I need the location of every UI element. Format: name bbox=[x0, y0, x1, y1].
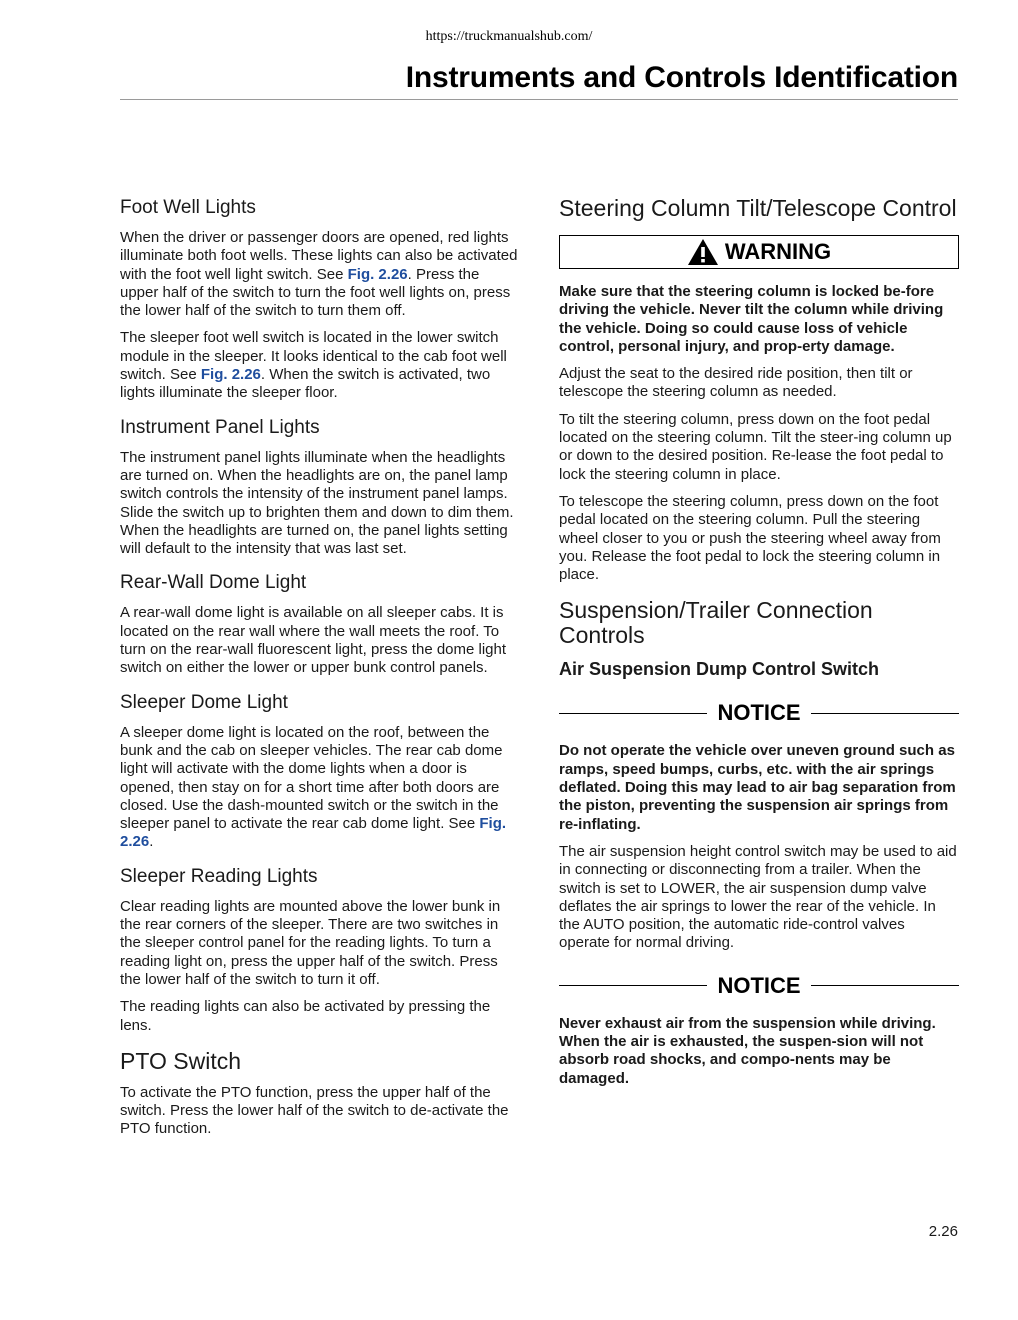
figure-link[interactable]: Fig. 2.26 bbox=[120, 815, 507, 851]
figure-link[interactable]: Fig. 2.26 bbox=[347, 265, 408, 283]
paragraph: A sleeper dome light is located on the roof, between the bunk and the cab on sleeper vehicles. The rear cab dome light will activate with the dome lights when a door is opened, then stay on for a short time after both doors are closed. Use the dash-mounted switch or the switch in the sleeper panel to activate the rear cab dome light. See Fig. 2.26. bbox=[120, 723, 507, 851]
warning-triangle-icon bbox=[687, 238, 719, 266]
notice-text: Never exhaust air from the suspension while driving. When the air is exhausted, the suspen-sion will not absorb road shocks, and compo-nents may be damaged. bbox=[559, 1014, 936, 1087]
section-heading-rear-wall: Rear-Wall Dome Light bbox=[120, 572, 307, 594]
paragraph: A rear-wall dome light is available on all sleeper cabs. It is located on the rear wall where the wall meets the roof. To turn on the rear-wall fluorescent light, press the dome light switch on either the lower or upper bunk control panels. bbox=[120, 604, 507, 677]
divider bbox=[559, 985, 707, 986]
paragraph: Adjust the seat to the desired ride position, then tilt or telescope the steering column as needed. bbox=[559, 365, 913, 401]
section-heading-suspension: Suspension/Trailer Connection Controls bbox=[559, 597, 873, 649]
divider bbox=[811, 713, 959, 714]
divider bbox=[811, 985, 959, 986]
paragraph: The sleeper foot well switch is located in the lower switch module in the sleeper. It looks identical to the cab foot well switch. See Fig. 2.26. When the switch is activated, two lights illuminate the sleeper floor. bbox=[120, 329, 507, 402]
paragraph: To telescope the steering column, press down on the foot pedal located on the steering column. Pull the steering wheel closer to you or push the steering wheel away from you. Release the foot pedal to lock the steering column in place. bbox=[559, 492, 941, 584]
paragraph: When the driver or passenger doors are opened, red lights illuminate both foot wells. These lights can also be activated with the foot well light switch. See Fig. 2.26. Press the upper half of the switch to turn the foot well lights on, press the lower half of the switch to turn them off. bbox=[120, 229, 518, 320]
paragraph: The reading lights can also be activated by pressing the lens. bbox=[120, 998, 491, 1034]
notice-header bbox=[559, 700, 959, 726]
page-title: Instruments and Controls Identification bbox=[405, 61, 958, 94]
warning-label: WARNING bbox=[724, 239, 832, 264]
section-heading-steering: Steering Column Tilt/Telescope Control bbox=[559, 195, 957, 221]
section-heading-sleeper-reading: Sleeper Reading Lights bbox=[120, 865, 318, 887]
subheading-dump-switch: Air Suspension Dump Control Switch bbox=[559, 659, 880, 680]
section-heading-pto: PTO Switch bbox=[120, 1047, 241, 1074]
notice-label: NOTICE bbox=[717, 972, 801, 998]
divider bbox=[559, 713, 707, 714]
paragraph: Clear reading lights are mounted above the lower bunk in the rear corners of the sleeper. There are two switches in the sleeper control panel for the reading lights. To turn a reading light on, press the upper half of the switch. Press the lower half of the switch to turn it off. bbox=[120, 897, 501, 988]
paragraph: To tilt the steering column, press down on the foot pedal located on the steering column. Tilt the steer-ing column up or down to the desired position. Re-lease the foot pedal to lock the steering column in place. bbox=[559, 410, 952, 483]
page-number: 2.26 bbox=[928, 1223, 958, 1240]
section-heading-sleeper-dome: Sleeper Dome Light bbox=[120, 691, 288, 713]
paragraph: The air suspension height control switch may be used to aid in connecting or disconnecting from a trailer. When the switch is set to LOWER, the air suspension dump valve deflates the air springs to lower the rear of the vehicle. In the AUTO position, the automatic ride-control valves operate for normal driving. bbox=[559, 842, 957, 952]
paragraph: To activate the PTO function, press the upper half of the switch. Press the lower half of the switch to de-activate the PTO function. bbox=[120, 1083, 509, 1138]
header-divider bbox=[120, 99, 958, 100]
notice-header bbox=[559, 973, 959, 999]
warning-box bbox=[559, 235, 959, 269]
section-heading-instrument-panel: Instrument Panel Lights bbox=[120, 416, 320, 438]
paragraph: The instrument panel lights illuminate when the headlights are turned on. When the headlights are on, the panel lamp switch controls the intensity of the instrument panel lamps. Slide the switch up to brighten them and down to dim them. When the headlights are turned on, the panel lights setting will default to the intensity that was last set. bbox=[120, 448, 514, 558]
warning-text: Make sure that the steering column is locked be-fore driving the vehicle. Never tilt the column while driving the vehicle. Doing so could cause loss of vehicle control, personal injury, and prop-erty damage. bbox=[559, 283, 944, 355]
source-url[interactable]: https://truckmanualshub.com/ bbox=[425, 29, 593, 44]
figure-link[interactable]: Fig. 2.26 bbox=[200, 366, 261, 384]
left-column bbox=[120, 196, 520, 1148]
notice-text: Do not operate the vehicle over uneven ground such as ramps, speed bumps, curbs, etc. with the air springs deflated. Doing this may lead to air bag separation from the piston, preventing the suspension air springs from re-inflating. bbox=[559, 742, 956, 833]
section-heading-foot-well: Foot Well Lights bbox=[120, 197, 256, 218]
right-column bbox=[559, 196, 959, 1097]
notice-label: NOTICE bbox=[717, 700, 801, 726]
